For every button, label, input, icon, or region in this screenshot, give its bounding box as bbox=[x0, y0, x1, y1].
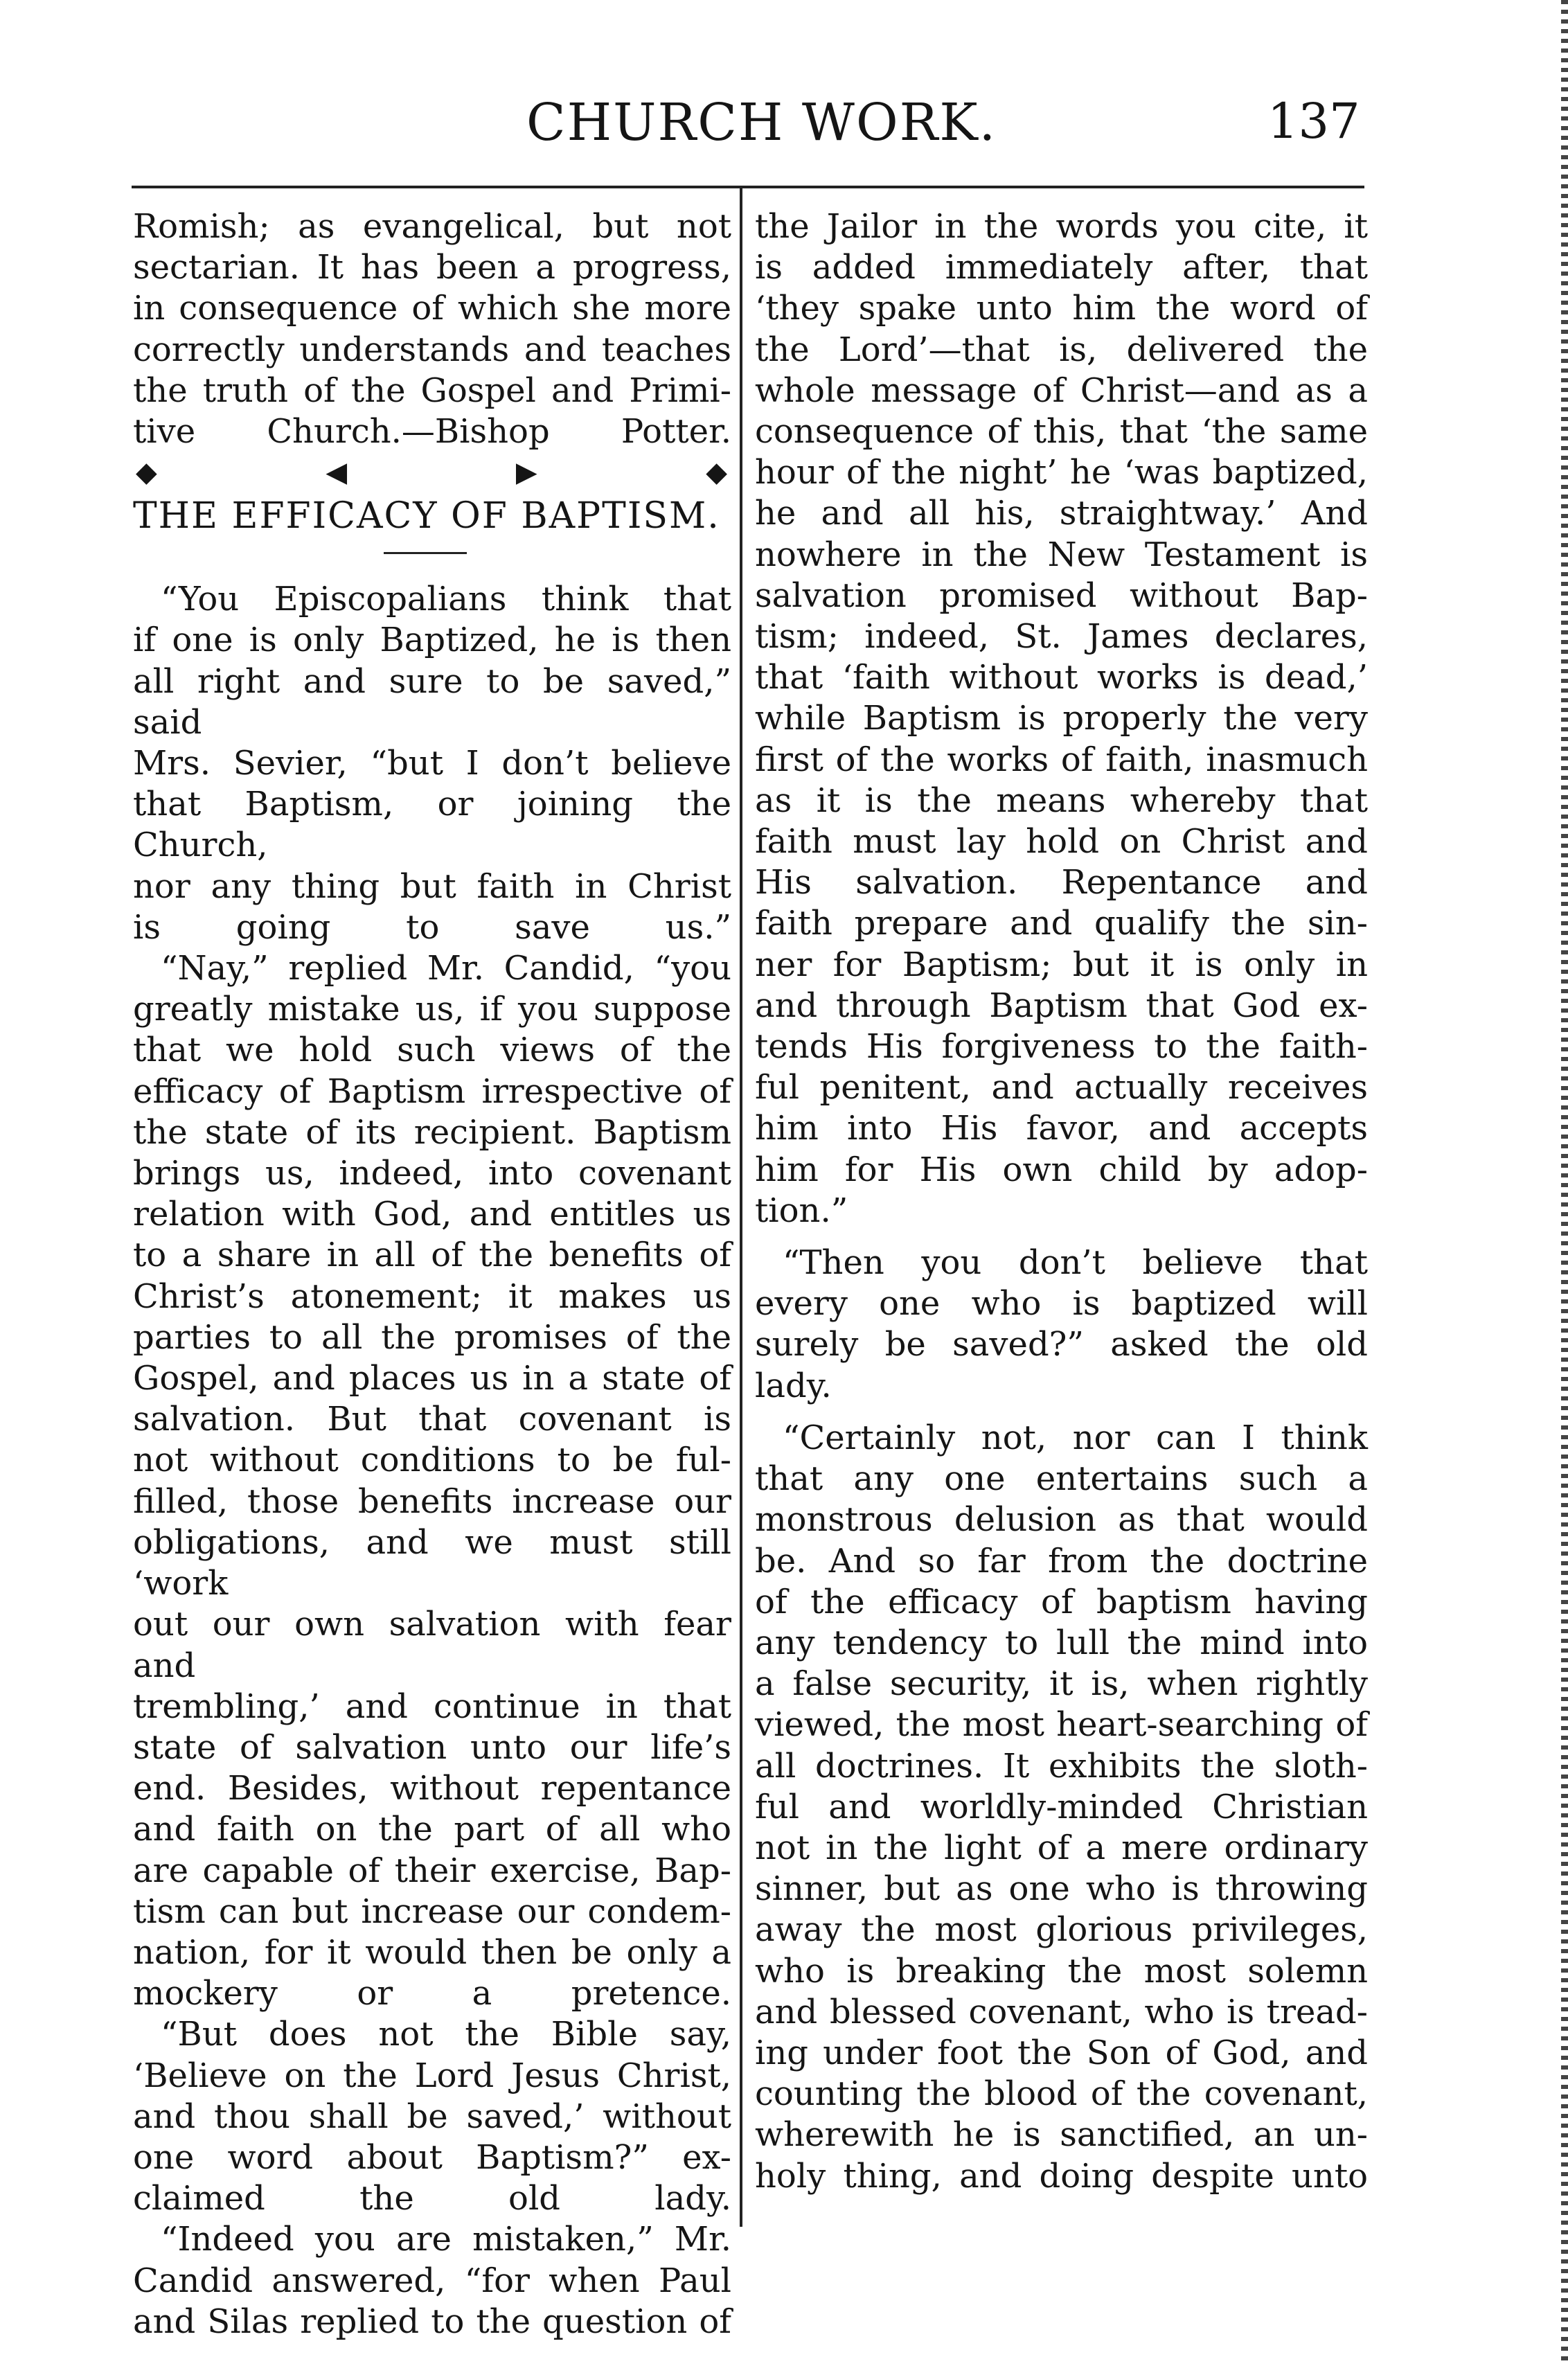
left-paragraph-4: “But does not the Bible say, ‘Believe on the Lord Jesus Christ, and thou shall be saved,’ without one word about Baptism?” ex- claimed the old lady. bbox=[133, 2015, 731, 2218]
ornament-glyphs: ◆◀▶◆ bbox=[133, 456, 731, 488]
right-paragraph-2: “Then you don’t believe that every one who is baptized will surely be saved?” asked the old lady. bbox=[755, 1243, 1368, 1405]
page-number: 137 bbox=[1267, 93, 1360, 150]
left-paragraph-2: “You Episcopalians think that if one is only Baptized, he is then all right and sure to be saved,” said Mrs. Sevier, “but I don’t believe that Baptism, or joining the Church, nor any thing but faith in Christ is going to save us.” bbox=[133, 580, 731, 947]
binding-edge bbox=[1561, 0, 1568, 2366]
section-title: THE EFFICACY OF BAPTISM. bbox=[133, 495, 720, 537]
left-paragraph-5: “Indeed you are mistaken,” Mr. Candid answered, “for when Paul and Silas replied to the question of bbox=[133, 2220, 731, 2341]
left-column bbox=[133, 206, 731, 2342]
title-rule bbox=[384, 552, 467, 554]
header-rule bbox=[132, 186, 1364, 188]
left-paragraph-1: Romish; as evangelical, but not sectarian. It has been a progress, in consequence of which she more correctly understands and teaches the truth of the Gospel and Primi- tive Church.—Bishop Potter. bbox=[133, 207, 731, 452]
right-paragraph-1: the Jailor in the words you cite, it is added immediately after, that ‘they spake unto him the word of the Lord’—that is, delivered the whole message of Christ—and as a consequence of this, that ‘the same hour of the night’ he ‘was baptized, he and all his, straightway.’ And nowhere in the New Testament is salvation promised without Bap- tism; indeed, St. James declares, that ‘faith without works is dead,’ while Baptism is properly the very first of the works of faith, inasmuch as it is the means whereby that faith must lay hold on Christ and His salvation. Repentance and faith prepare and qualify the sin- ner for Baptism; but it is only in and through Baptism that God ex- tends His forgiveness to the faith- ful penitent, and actually receives him into His favor, and accepts him for His own child by adop- tion.” bbox=[755, 207, 1368, 1230]
left-paragraph-3: “Nay,” replied Mr. Candid, “you greatly mistake us, if you suppose that we hold such views of the efficacy of Baptism irrespective of the state of its recipient. Baptism brings us, indeed, into covenant relation with God, and entitles us to a share in all of the benefits of Christ’s atonement; it makes us parties to all the promises of the Gospel, and places us in a state of salvation. But that covenant is not without conditions to be ful- filled, those benefits increase our obligations, and we must still ‘work out our own salvation with fear and trembling,’ and continue in that state of salvation unto our life’s end. Besides, without repentance and faith on the part of all who are capable of their exercise, Bap- tism can but increase our condem- nation, for it would then be only a mockery or a pretence. bbox=[133, 949, 731, 2013]
ornament-divider bbox=[133, 452, 731, 494]
running-head: CHURCH WORK. bbox=[526, 93, 997, 152]
right-paragraph-3: “Certainly not, nor can I think that any one entertains such a monstrous delusion as that would be. And so far from the doctrine of the efficacy of baptism having any tendency to lull the mind into a false security, it is, when rightly viewed, the most heart-searching of all doctrines. It exhibits the sloth- ful and worldly-minded Christian not in the light of a mere ordinary sinner, but as one who is throwing away the most glorious privileges, who is breaking the most solemn and blessed covenant, who is tread- ing under foot the Son of God, and counting the blood of the covenant, wherewith he is sanctified, an un- holy thing, and doing despite unto bbox=[755, 1418, 1368, 2196]
column-divider bbox=[740, 187, 742, 2227]
right-column bbox=[755, 206, 1368, 2197]
